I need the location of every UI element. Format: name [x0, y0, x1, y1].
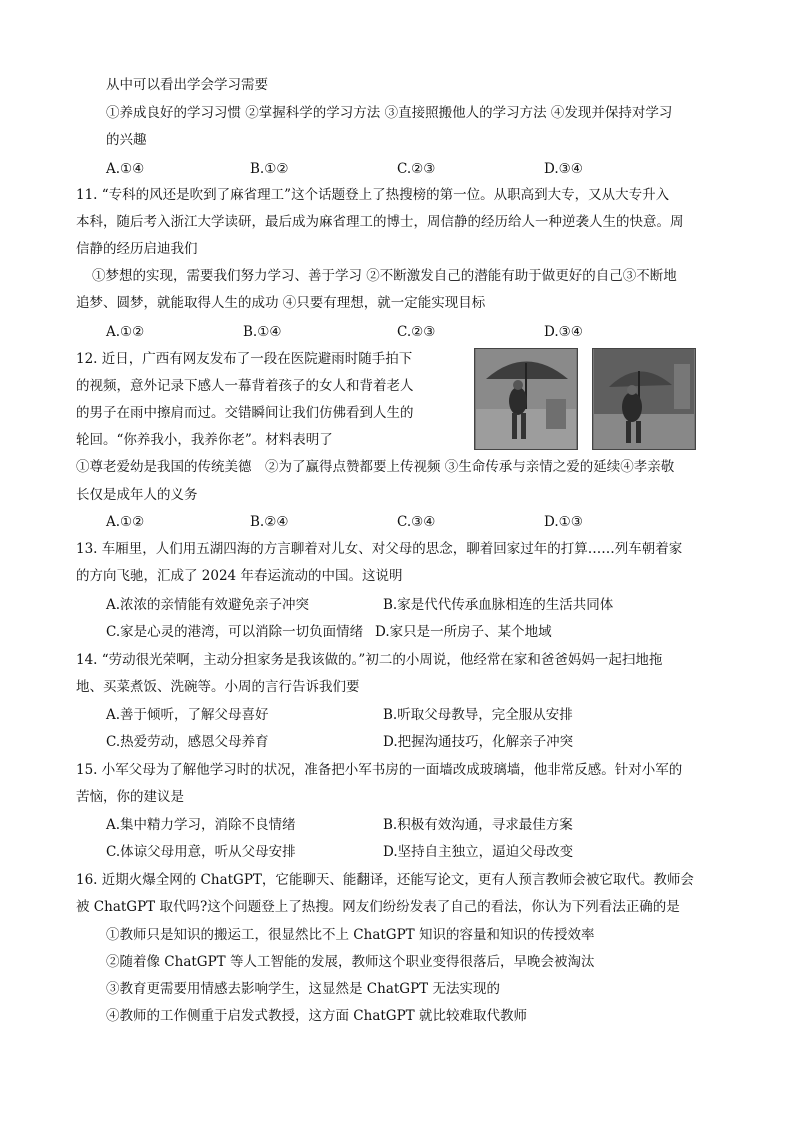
q16-statement-2: ②随着像 ChatGPT 等人工智能的发展，教师这个职业变得很落后，早晚会被淘汰: [106, 954, 595, 970]
q16-stem-line1: 16. 近期火爆全网的 ChatGPT，它能聊天、能翻译，还能写论文，更有人预言教师会被它取代。教师会: [76, 872, 694, 888]
rain-photo-left: [474, 348, 578, 450]
q14-option-a: A.善于倾听，了解父母喜好: [106, 707, 269, 723]
q14-option-c: C.热爱劳动，感恩父母养育: [106, 734, 269, 750]
q15-option-a: A.集中精力学习，消除不良情绪: [106, 817, 296, 833]
q10-option-c: C.②③: [397, 161, 436, 177]
q16-statement-1: ①教师只是知识的搬运工，很显然比不上 ChatGPT 知识的容量和知识的传授效率: [106, 927, 595, 943]
q12-statements-line2: 长仅是成年人的义务: [76, 487, 198, 503]
q16-statement-3: ③教育更需要用情感去影响学生，这显然是 ChatGPT 无法实现的: [106, 981, 500, 997]
q14-option-b: B.听取父母教导，完全服从安排: [383, 707, 573, 723]
q12-stem-line1: 12. 近日，广西有网友发布了一段在医院避雨时随手拍下: [76, 351, 413, 367]
q12-stem-line2: 的视频，意外记录下感人一幕背着孩子的女人和背着老人: [76, 378, 414, 394]
q10-option-d: D.③④: [544, 161, 583, 177]
q16-statement-4: ④教师的工作侧重于启发式教授，这方面 ChatGPT 就比较难取代教师: [106, 1008, 527, 1024]
q13-option-a: A.浓浓的亲情能有效避免亲子冲突: [106, 597, 310, 613]
q10-statements-line1: ①养成良好的学习习惯 ②掌握科学的学习方法 ③直接照搬他人的学习方法 ④发现并保持对学习: [106, 105, 673, 121]
q12-option-d: D.①③: [544, 514, 583, 530]
q11-statements-line2: 追梦、圆梦，就能取得人生的成功 ④只要有理想，就一定能实现目标: [76, 295, 486, 311]
q11-option-d: D.③④: [544, 324, 583, 340]
q12-option-a: A.①②: [106, 514, 145, 530]
q16-stem-line2: 被 ChatGPT 取代吗?这个问题登上了热搜。网友们纷纷发表了自己的看法，你认为下列看法正确的是: [76, 899, 680, 915]
umbrella-photo-icon: [475, 349, 577, 449]
q15-option-d: D.坚持自主独立，逼迫父母改变: [383, 844, 574, 860]
q11-statements-line1: ①梦想的实现，需要我们努力学习、善于学习 ②不断激发自己的潜能有助于做更好的自己③不断地: [92, 268, 677, 284]
q11-option-c: C.②③: [397, 324, 436, 340]
q12-option-b: B.②④: [250, 514, 289, 530]
rain-photo-right: [592, 348, 696, 450]
q11-stem-line1: 11. “专科的风还是吹到了麻省理工”这个话题登上了热搜榜的第一位。从职高到大专，又从大专升入: [76, 187, 670, 203]
q12-stem-line4: 轮回。“你养我小，我养你老”。材料表明了: [76, 432, 333, 448]
q10-option-a: A.①④: [106, 161, 145, 177]
q15-option-b: B.积极有效沟通，寻求最佳方案: [383, 817, 573, 833]
q10-option-b: B.①②: [250, 161, 289, 177]
q11-option-b: B.①④: [243, 324, 282, 340]
q15-stem-line1: 15. 小军父母为了解他学习时的状况，准备把小军书房的一面墙改成玻璃墙，他非常反感。针对小军的: [76, 762, 683, 778]
q14-stem-line2: 地、买菜煮饭、洗碗等。小周的言行告诉我们要: [76, 679, 360, 695]
q12-stem-line3: 的男子在雨中擦肩而过。交错瞬间让我们仿佛看到人生的: [76, 405, 414, 421]
q13-option-c: C.家是心灵的港湾，可以消除一切负面情绪: [106, 624, 364, 640]
q13-stem-line1: 13. 车厢里，人们用五湖四海的方言聊着对儿女、对父母的思念，聊着回家过年的打算……列车朝着家: [76, 541, 683, 557]
q12-option-c: C.③④: [397, 514, 436, 530]
q10-statements-line2: 的兴趣: [106, 132, 147, 148]
q11-option-a: A.①②: [106, 324, 145, 340]
q15-stem-line2: 苦恼，你的建议是: [76, 789, 184, 805]
q11-stem-line2: 本科，随后考入浙江大学读研，最后成为麻省理工的博士，周信静的经历给人一种逆袭人生的快意。周: [76, 214, 684, 230]
q14-stem-line1: 14. “劳动很光荣啊，主动分担家务是我该做的。”初二的小周说，他经常在家和爸爸妈妈一起扫地拖: [76, 652, 663, 668]
q12-statements-line1: ①尊老爱幼是我国的传统美德 ②为了赢得点赞都要上传视频 ③生命传承与亲情之爱的延续④孝亲敬: [76, 459, 675, 475]
q14-option-d: D.把握沟通技巧，化解亲子冲突: [383, 734, 574, 750]
q15-option-c: C.体谅父母用意，听从父母安排: [106, 844, 296, 860]
q10-stem-tail: 从中可以看出学会学习需要: [106, 77, 268, 93]
umbrella-photo-icon: [593, 349, 695, 449]
q13-option-b: B.家是代代传承血脉相连的生活共同体: [383, 597, 614, 613]
q11-stem-line3: 信静的经历启迪我们: [76, 241, 198, 257]
q13-option-d: D.家只是一所房子、某个地域: [375, 624, 552, 640]
q13-stem-line2: 的方向飞驰，汇成了 2024 年春运流动的中国。这说明: [76, 568, 403, 584]
